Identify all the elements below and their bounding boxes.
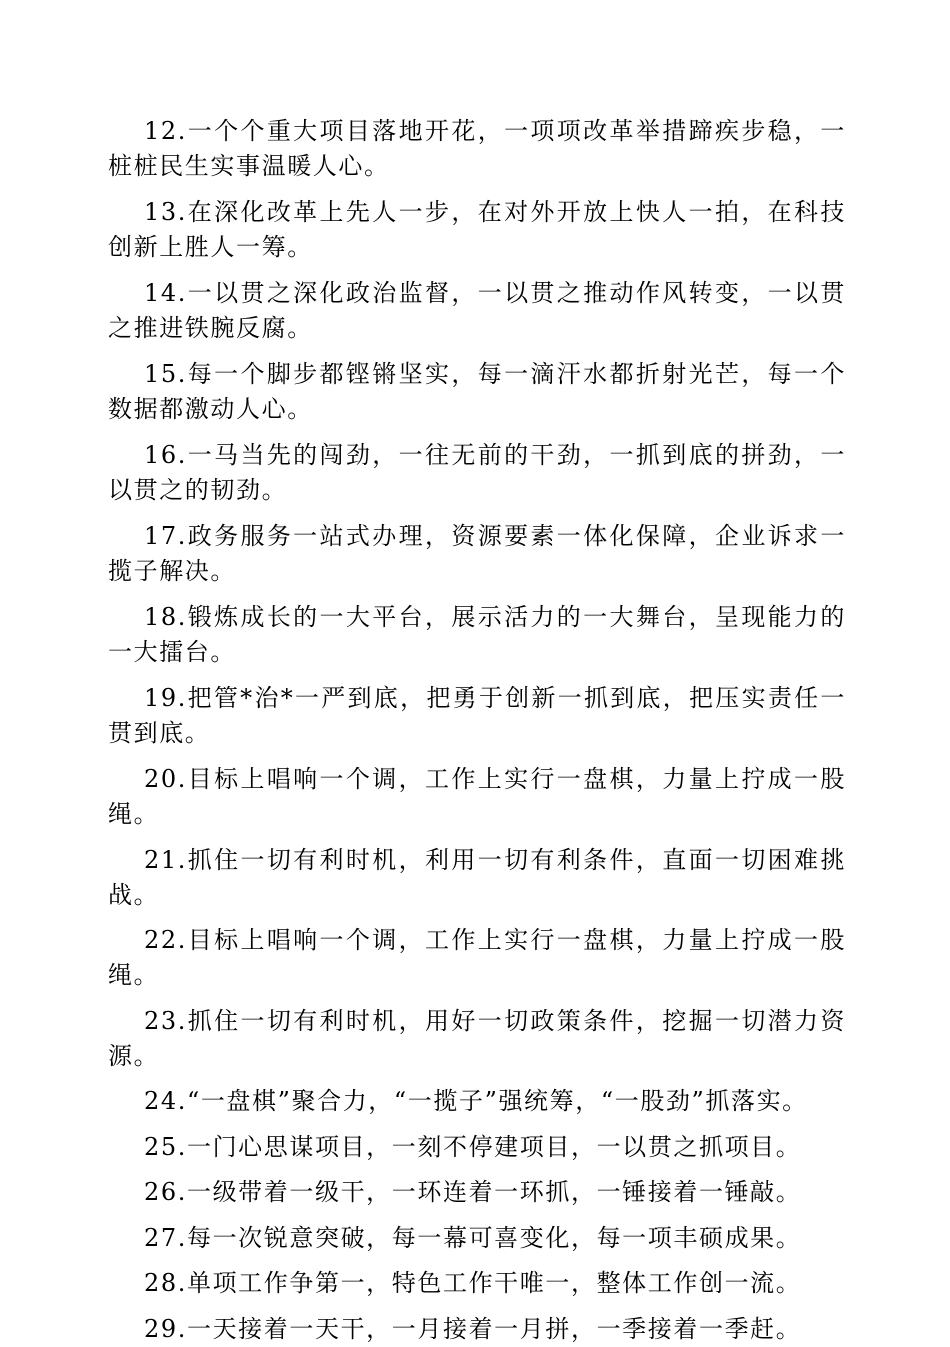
list-item-22: 22.目标上唱响一个调，工作上实行一盘棋，力量上拧成一股绳。 xyxy=(108,926,846,989)
list-item-24: 24.“一盘棋”聚合力，“一揽子”强统筹，“一股劲”抓落实。 xyxy=(144,1087,808,1115)
list-item-15: 15.每一个脚步都铿锵坚实，每一滴汗水都折射光芒，每一个数据都激动人心。 xyxy=(108,360,846,423)
list-item-12: 12.一个个重大项目落地开花，一项项改革举措蹄疾步稳，一桩桩民生实事温暖人心。 xyxy=(108,117,846,180)
list-item-23: 23.抓住一切有利时机，用好一切政策条件，挖掘一切潜力资源。 xyxy=(108,1006,846,1070)
list-item-18: 18.锻炼成长的一大平台，展示活力的一大舞台，呈现能力的一大擂台。 xyxy=(108,603,846,666)
list-item-13: 13.在深化改革上先人一步，在对外开放上快人一拍，在科技创新上胜人一筹。 xyxy=(108,198,846,261)
list-item-14: 14.一以贯之深化政治监督，一以贯之推动作风转变，一以贯之推进铁腕反腐。 xyxy=(108,279,846,342)
list-item-20: 20.目标上唱响一个调，工作上实行一盘棋，力量上拧成一股绳。 xyxy=(108,765,846,828)
list-item-26: 26.一级带着一级干，一环连着一环抓，一锤接着一锤敲。 xyxy=(144,1178,802,1206)
list-item-27: 27.每一次锐意突破，每一幕可喜变化，每一项丰硕成果。 xyxy=(144,1223,802,1252)
list-item-17: 17.政务服务一站式办理，资源要素一体化保障，企业诉求一揽子解决。 xyxy=(108,522,846,585)
list-item-25: 25.一门心思谋项目，一刻不停建项目，一以贯之抓项目。 xyxy=(144,1132,802,1161)
list-item-19: 19.把管*治*一严到底，把勇于创新一抓到底，把压实责任一贯到底。 xyxy=(108,684,846,747)
list-item-16: 16.一马当先的闯劲，一往无前的干劲，一抓到底的拼劲，一以贯之的韧劲。 xyxy=(108,441,846,504)
list-item-28: 28.单项工作争第一，特色工作干唯一，整体工作创一流。 xyxy=(144,1269,802,1297)
list-item-21: 21.抓住一切有利时机，利用一切有利条件，直面一切困难挑战。 xyxy=(108,845,846,909)
list-item-29: 29.一天接着一天干，一月接着一月拼，一季接着一季赶。 xyxy=(144,1314,802,1343)
